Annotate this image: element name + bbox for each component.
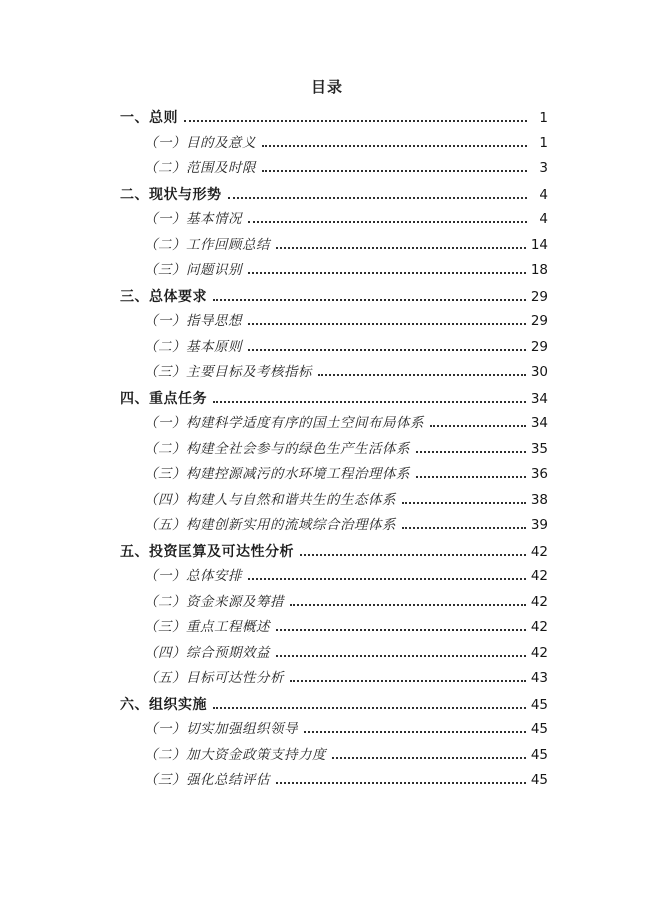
toc-entry — [120, 615, 548, 641]
toc-entry-label: （一）目的及意义 — [144, 134, 256, 151]
toc-entry-page-number: 45 — [530, 772, 548, 788]
toc-entry — [120, 284, 548, 310]
toc-entry-label: （三）强化总结评估 — [144, 772, 270, 788]
toc-entry-label: （四）构建人与自然和谐共生的生态体系 — [144, 491, 396, 508]
toc-entry-page-number: 45 — [530, 746, 548, 763]
toc-entry-page-number: 1 — [539, 134, 548, 151]
toc-entry-page-number: 34 — [530, 390, 548, 407]
toc-entry-label: （四）综合预期效益 — [144, 644, 270, 661]
toc-entry — [120, 233, 548, 259]
toc-entry — [120, 462, 548, 488]
toc-leader-dots — [248, 578, 526, 580]
toc-entry — [120, 641, 548, 667]
toc-entry — [120, 437, 548, 463]
toc-entry-page-number: 3 — [539, 160, 548, 176]
toc-entry-page-number: 29 — [530, 288, 548, 305]
toc-entry — [120, 768, 548, 794]
toc-entry — [120, 207, 548, 233]
toc-entry — [120, 743, 548, 769]
toc-entry-label: （二）加大资金政策支持力度 — [144, 746, 326, 763]
toc-leader-dots — [332, 757, 526, 759]
toc-entry — [120, 513, 548, 539]
toc-entry — [120, 717, 548, 743]
toc-entry — [120, 156, 548, 182]
toc-entry-page-number: 1 — [539, 110, 548, 126]
toc-leader-dots — [402, 527, 526, 529]
toc-entry-label: （二）资金来源及筹措 — [144, 593, 284, 610]
toc-leader-dots — [213, 707, 526, 709]
toc-leader-dots — [262, 145, 527, 147]
toc-entry-label: （二）基本原则 — [144, 338, 242, 355]
toc-leader-dots — [262, 170, 527, 172]
toc-entry-label: 三、总体要求 — [120, 287, 207, 304]
toc-entry-label: （一）指导思想 — [144, 313, 242, 329]
toc-entry — [120, 309, 548, 335]
toc-entry-label: （二）构建全社会参与的绿色生产生活体系 — [144, 440, 410, 457]
toc-entry-page-number: 42 — [530, 593, 548, 610]
toc-entry-label: （一）总体安排 — [144, 568, 242, 584]
toc-entry-label: （一）基本情况 — [144, 211, 242, 227]
toc-leader-dots — [248, 323, 526, 325]
toc-entry-page-number: 38 — [530, 491, 548, 508]
toc-entry-page-number: 36 — [530, 466, 548, 482]
toc-entry-page-number: 30 — [530, 364, 548, 380]
toc-leader-dots — [300, 554, 526, 556]
toc-entry-label: （三）重点工程概述 — [144, 619, 270, 635]
toc-entry — [120, 564, 548, 590]
toc-entry-label: 四、重点任务 — [120, 389, 207, 406]
toc-entry-label: （一）构建科学适度有序的国土空间布局体系 — [144, 415, 424, 431]
toc-entry — [120, 666, 548, 692]
toc-list — [120, 105, 548, 794]
toc-leader-dots — [228, 197, 528, 199]
toc-entry — [120, 386, 548, 412]
toc-leader-dots — [276, 629, 526, 631]
toc-entry-page-number: 29 — [530, 338, 548, 355]
toc-leader-dots — [248, 221, 527, 223]
toc-leader-dots — [248, 349, 526, 351]
toc-leader-dots — [213, 401, 526, 403]
toc-entry-page-number: 42 — [530, 619, 548, 635]
toc-entry-page-number: 35 — [530, 440, 548, 457]
toc-entry-page-number: 39 — [530, 517, 548, 533]
toc-entry-label: （二）范围及时限 — [144, 160, 256, 176]
toc-leader-dots — [416, 476, 526, 478]
toc-entry — [120, 258, 548, 284]
toc-entry-label: （三）构建控源减污的水环境工程治理体系 — [144, 466, 410, 482]
toc-entry-label: （二）工作回顾总结 — [144, 236, 270, 253]
toc-entry — [120, 335, 548, 361]
toc-entry-label: （五）构建创新实用的流域综合治理体系 — [144, 517, 396, 533]
toc-leader-dots — [402, 502, 526, 504]
toc-entry — [120, 360, 548, 386]
toc-entry-label: （三）问题识别 — [144, 262, 242, 278]
toc-leader-dots — [184, 120, 527, 122]
toc-entry-page-number: 18 — [530, 262, 548, 278]
toc-leader-dots — [304, 731, 526, 733]
toc-entry — [120, 131, 548, 157]
toc-leader-dots — [290, 680, 526, 682]
toc-entry-label: （一）切实加强组织领导 — [144, 721, 298, 737]
toc-entry-page-number: 4 — [539, 211, 548, 227]
toc-entry — [120, 539, 548, 565]
toc-entry — [120, 488, 548, 514]
toc-leader-dots — [430, 425, 526, 427]
toc-entry-page-number: 29 — [530, 313, 548, 329]
toc-entry-page-number: 14 — [530, 236, 548, 253]
toc-leader-dots — [318, 374, 526, 376]
toc-entry-page-number: 42 — [530, 568, 548, 584]
toc-leader-dots — [213, 299, 526, 301]
toc-entry-page-number: 42 — [530, 644, 548, 661]
toc-entry-page-number: 43 — [530, 670, 548, 686]
toc-leader-dots — [290, 604, 526, 606]
toc-leader-dots — [248, 272, 526, 274]
toc-entry-label: 一、总则 — [120, 109, 178, 125]
page-title: 目录 — [310, 78, 343, 96]
toc-entry-label: 五、投资匡算及可达性分析 — [120, 542, 294, 559]
toc-entry-page-number: 34 — [530, 415, 548, 431]
toc-entry — [120, 692, 548, 718]
toc-leader-dots — [276, 247, 526, 249]
toc-entry — [120, 182, 548, 208]
toc-entry-label: 二、现状与形势 — [120, 185, 222, 202]
toc-entry-label: （五）目标可达性分析 — [144, 670, 284, 686]
toc-entry-page-number: 45 — [530, 721, 548, 737]
toc-entry-page-number: 45 — [530, 696, 548, 713]
toc-entry — [120, 105, 548, 131]
toc-leader-dots — [416, 451, 526, 453]
toc-leader-dots — [276, 782, 526, 784]
toc-entry-page-number: 4 — [539, 186, 548, 203]
toc-entry — [120, 590, 548, 616]
toc-entry — [120, 411, 548, 437]
toc-entry-page-number: 42 — [530, 543, 548, 560]
toc-leader-dots — [276, 655, 526, 657]
toc-entry-label: 六、组织实施 — [120, 695, 207, 712]
toc-entry-label: （三）主要目标及考核指标 — [144, 364, 312, 380]
